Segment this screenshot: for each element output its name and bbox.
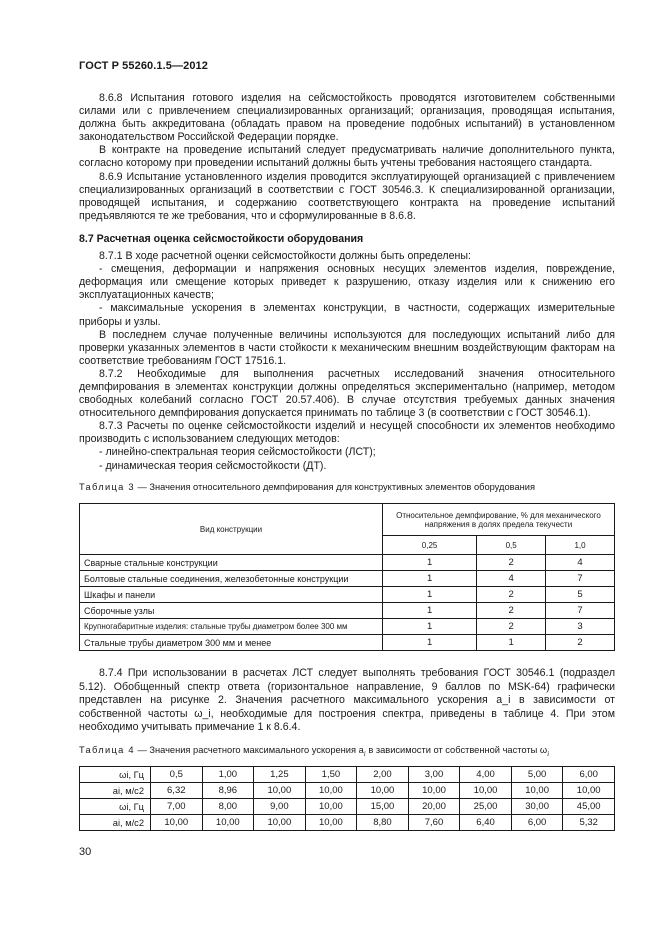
cell: 8,00: [202, 799, 254, 815]
row-name: Сварные стальные конструкции: [80, 555, 383, 571]
cell: 10,00: [254, 783, 306, 799]
cell: 4: [546, 555, 615, 571]
row-header: ai, м/с2: [80, 815, 151, 831]
cell: 5,32: [563, 815, 615, 831]
cell: 10,00: [511, 783, 563, 799]
cell: 4,00: [460, 767, 512, 783]
cell: 10,00: [254, 815, 306, 831]
table4-caption: Таблица 4 — Значения расчетного максимального ускорения $a_i$ в зависимости от собственной частоты $\omega_i$: [79, 745, 550, 758]
paragraph: 8.6.8 Испытания готового изделия на сейсмостойкость проводятся изготовителем собственными силами или с привлечением специализированных организаций; организация, проводящая испытания, должна быть аккредитована (обладать правом на проведение подобных испытаний) в установленном законодательством Российской Федерации порядке.: [79, 92, 615, 144]
list-item: - линейно-спектральная теория сейсмостойкости (ЛСТ);: [99, 446, 376, 459]
cell: 10,00: [305, 799, 357, 815]
table-row: [80, 799, 615, 815]
paragraph: 8.7.2 Необходимые для выполнения расчетных исследований значения относительного демпфирования в элементах конструкции должны определяться экспериментально (например, методом свободных колебаний согласно ГОСТ 20.57.406). В случае отсутствия требуемых данных значения относительного демпфирования допускается принимать по таблице 3 (в соответствии с ГОСТ 30546.1).: [79, 367, 615, 420]
cell: 7,00: [151, 799, 203, 815]
cell: 2: [546, 635, 615, 651]
cell: 4: [477, 571, 546, 587]
body-text: [79, 92, 615, 473]
table-4: [79, 766, 615, 831]
paragraph: 8.6.9 Испытание установленного изделия проводится эксплуатирующей организацией с привлечением специализированных организаций в соответствии с ГОСТ 30546.3. К специализированной организации, проводящей испытания, и содержанию соответствующего контракта на проведение испытаний предъявляются те же требования, что и сформулированные в 8.6.8.: [79, 170, 615, 222]
paragraph-874: [79, 667, 615, 735]
cell: 2: [477, 603, 546, 619]
list-item: - максимальные ускорения в элементах конструкции, в частности, содержащих измерительные приборы и узлы.: [79, 302, 615, 328]
cell: 9,00: [254, 799, 306, 815]
cell: 6,00: [563, 767, 615, 783]
table-row: [80, 603, 615, 619]
table4-caption-text: — Значения расчетного максимального ускорения a: [134, 745, 364, 755]
cell: 5,00: [511, 767, 563, 783]
cell: 10,00: [202, 815, 254, 831]
table-row: [80, 815, 615, 831]
table4-caption-tail: в зависимости от собственной частоты ω: [365, 745, 548, 755]
table-row: [80, 571, 615, 587]
list-item: - смещения, деформации и напряжения основных несущих элементов изделия, повреждение, деформация или смещение которых приведет к разрушению, отказу изделия или к снижению его эксплуатационных качеств;: [79, 263, 615, 302]
row-name: Крупногабаритные изделия: стальные трубы диаметром более 300 мм: [80, 619, 383, 635]
cell: 5: [546, 587, 615, 603]
cell: 45,00: [563, 799, 615, 815]
cell: 8,80: [357, 815, 409, 831]
row-header: ωi, Гц: [80, 799, 151, 815]
cell: 6,00: [511, 815, 563, 831]
table-row: [80, 619, 615, 635]
cell: 25,00: [460, 799, 512, 815]
table3-caption: [79, 482, 535, 492]
cell: 10,00: [563, 783, 615, 799]
list-item: - динамическая теория сейсмостойкости (ДТ).: [99, 459, 327, 472]
paragraph: В контракте на проведение испытаний следует предусматривать наличие дополнительного пункта, согласно которому при проведении испытаний должны быть учтены требования настоящего стандарта.: [79, 144, 615, 170]
cell: 20,00: [408, 799, 460, 815]
row-header: ai, м/с2: [80, 783, 151, 799]
cell: 10,00: [305, 815, 357, 831]
table3-label: Таблица 3: [79, 482, 135, 492]
row-name: Стальные трубы диаметром 300 мм и менее: [80, 635, 383, 651]
row-name: Сборочные узлы: [80, 603, 383, 619]
cell: 6,40: [460, 815, 512, 831]
paragraph: 8.7.1 В ходе расчетной оценки сейсмостойкости должны быть определены:: [99, 250, 471, 263]
row-header: ωi, Гц: [80, 767, 151, 783]
sub-header: 1,0: [546, 536, 615, 555]
cell: 15,00: [357, 799, 409, 815]
table3-caption-text: — Значения относительного демпфирования для конструктивных элементов оборудования: [134, 482, 535, 492]
cell: 7: [546, 571, 615, 587]
cell: 1: [477, 635, 546, 651]
table-row: [80, 767, 615, 783]
cell: 1: [383, 619, 477, 635]
cell: 1,50: [305, 767, 357, 783]
paragraph: 8.7.3 Расчеты по оценке сейсмостойкости изделий и несущей способности их элементов необходимо производить с использованием следующих методов:: [79, 420, 615, 446]
cell: 7: [546, 603, 615, 619]
row-name: Болтовые стальные соединения, железобетонные конструкции: [80, 571, 383, 587]
cell: 7,60: [408, 815, 460, 831]
cell: 1,25: [254, 767, 306, 783]
cell: 10,00: [305, 783, 357, 799]
cell: 1: [383, 587, 477, 603]
cell: 30,00: [511, 799, 563, 815]
cell: 3,00: [408, 767, 460, 783]
cell: 10,00: [357, 783, 409, 799]
document-header: ГОСТ Р 55260.1.5—2012: [79, 60, 208, 72]
cell: 1: [383, 603, 477, 619]
table-row: [80, 555, 615, 571]
cell: 10,00: [460, 783, 512, 799]
sub-header: 0,5: [477, 536, 546, 555]
table-row: [80, 783, 615, 799]
table-3: [79, 503, 615, 651]
table-row: [80, 635, 615, 651]
cell: 0,5: [151, 767, 203, 783]
paragraph: В последнем случае полученные величины используются для последующих испытаний либо для проверки указанных элементов в части стойкости к механическим внешним воздействующим факторам на соответствие требованиям ГОСТ 17516.1.: [79, 328, 615, 367]
table4-label: Таблица 4: [79, 745, 135, 755]
section-title: 8.7 Расчетная оценка сейсмостойкости оборудования: [79, 232, 364, 245]
page-number: 30: [79, 846, 92, 858]
row-name: Шкафы и панели: [80, 587, 383, 603]
table-row: [80, 587, 615, 603]
cell: 2,00: [357, 767, 409, 783]
cell: 6,32: [151, 783, 203, 799]
cell: 10,00: [408, 783, 460, 799]
col-header-construction: Вид конструкции: [80, 504, 383, 555]
cell: 2: [477, 619, 546, 635]
cell: 8,96: [202, 783, 254, 799]
cell: 3: [546, 619, 615, 635]
cell: 1: [383, 635, 477, 651]
col-header-damping: Относительное демпфирование, % для механического напряжения в долях предела текучести: [383, 504, 615, 536]
cell: 1,00: [202, 767, 254, 783]
cell: 2: [477, 555, 546, 571]
cell: 2: [477, 587, 546, 603]
paragraph: 8.7.4 При использовании в расчетах ЛСТ следует выполнять требования ГОСТ 30546.1 (подраздел 5.12). Обобщенный спектр ответа (горизонтальное направление, 9 баллов по MSK-64) графически представлен на рисунке 2. Значения расчетного максимального ускорения a_i в зависимости от собственной частоты ω_i, необходимые для построения спектра, приведены в таблице 4. При этом необходимо учитывать примечание 1 к 8.6.4.: [79, 667, 615, 734]
cell: 1: [383, 555, 477, 571]
cell: 10,00: [151, 815, 203, 831]
sub-header: 0,25: [383, 536, 477, 555]
cell: 1: [383, 571, 477, 587]
